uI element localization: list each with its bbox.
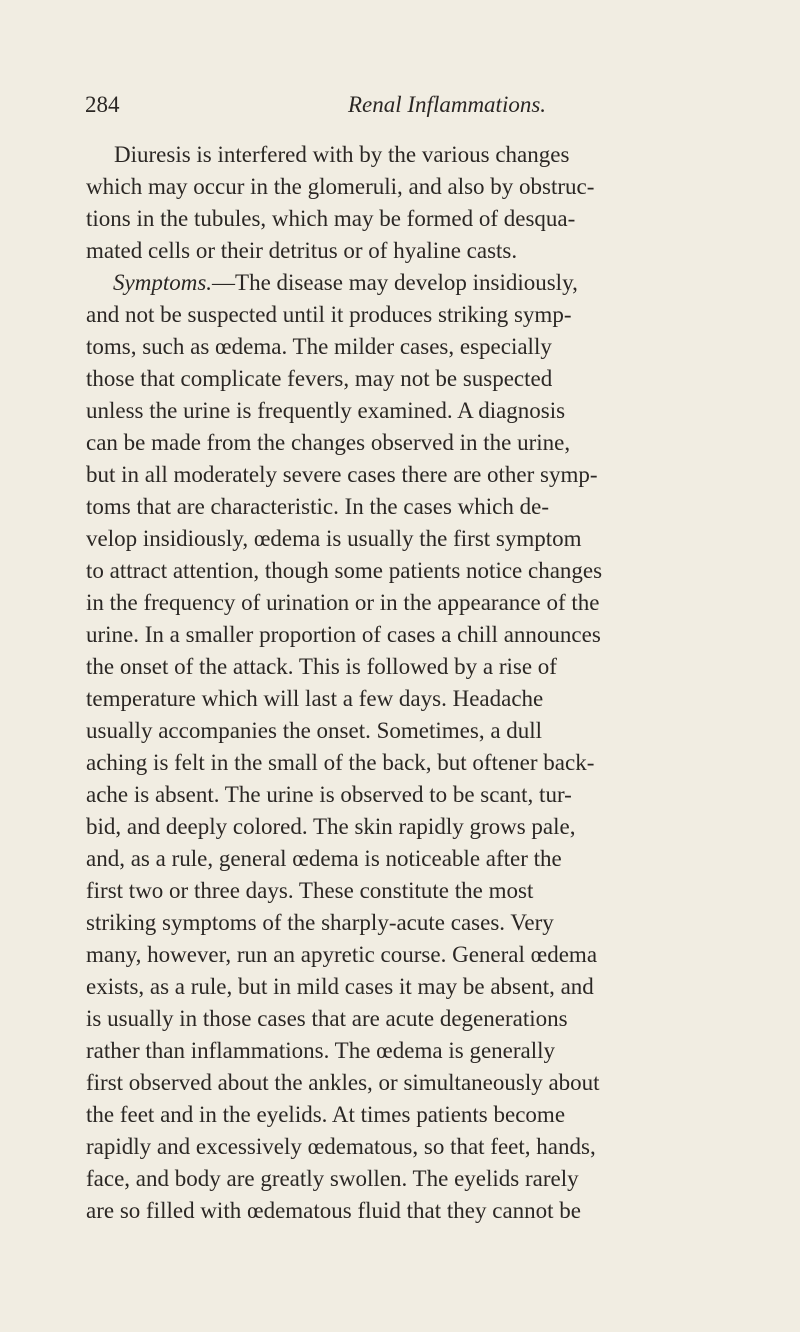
line-text: toms, such as œdema. The milder cases, especially	[86, 334, 552, 359]
line-text: but in all moderately severe cases there are other symp-	[86, 462, 598, 487]
text-line	[0, 587, 599, 619]
line-text: exists, as a rule, but in mild cases it may be absent, and	[86, 974, 594, 999]
line-text: the feet and in the eyelids. At times patients become	[86, 1102, 566, 1127]
text-line	[0, 139, 569, 171]
text-line	[0, 427, 570, 459]
line-text: toms that are characteristic. In the cases which de-	[86, 494, 549, 519]
line-text: in the frequency of urination or in the appearance of the	[86, 590, 600, 615]
text-line	[0, 779, 572, 811]
text-line	[0, 715, 542, 747]
line-text: bid, and deeply colored. The skin rapidly grows pale,	[86, 814, 576, 839]
page-number: 284	[85, 92, 120, 117]
line-text: —The disease may develop insidiously,	[212, 270, 578, 295]
text-line	[0, 875, 533, 907]
text-line	[0, 1099, 565, 1131]
text-line	[0, 843, 562, 875]
line-text: rapidly and excessively œdematous, so that feet, hands,	[86, 1134, 596, 1159]
line-text: are so filled with œdematous fluid that they cannot be	[86, 1198, 582, 1223]
text-line	[0, 1131, 596, 1163]
text-line	[0, 171, 594, 203]
text-line	[0, 651, 557, 683]
text-line	[0, 1195, 581, 1227]
line-text: mated cells or their detritus or of hyaline casts.	[86, 238, 518, 263]
text-line	[0, 267, 578, 299]
line-text: first two or three days. These constitute the most	[86, 878, 534, 903]
line-text: those that complicate fevers, may not be suspected	[86, 366, 553, 391]
line-text: striking symptoms of the sharply-acute cases. Very	[86, 910, 554, 935]
line-text: unless the urine is frequently examined. A diagnosis	[86, 398, 566, 423]
text-line	[0, 1163, 579, 1195]
line-text: velop insidiously, œdema is usually the first symptom	[86, 526, 582, 551]
line-text: temperature which will last a few days. Headache	[86, 686, 544, 711]
text-line	[0, 1067, 600, 1099]
text-line	[0, 683, 543, 715]
text-line	[0, 331, 552, 363]
line-text: the onset of the attack. This is followed by a rise of	[86, 654, 557, 679]
text-line	[0, 907, 554, 939]
text-line	[0, 395, 565, 427]
text-line	[0, 363, 552, 395]
text-line	[0, 523, 582, 555]
text-line	[0, 235, 517, 267]
text-line	[0, 747, 594, 779]
line-text: to attract attention, though some patients notice changes	[86, 558, 603, 583]
text-line	[0, 555, 602, 587]
line-text: usually accompanies the onset. Sometimes, a dull	[86, 718, 543, 743]
text-line	[0, 299, 571, 331]
line-text: rather than inflammations. The œdema is generally	[86, 1038, 556, 1063]
line-text: many, however, run an apyretic course. General œdema	[86, 942, 598, 967]
text-line	[0, 1035, 555, 1067]
line-text: which may occur in the glomeruli, and also by obstruc-	[86, 174, 595, 199]
line-text: aching is felt in the small of the back, but oftener back-	[86, 750, 595, 775]
line-text: and not be suspected until it produces striking symp-	[86, 302, 572, 327]
line-text: ache is absent. The urine is observed to be scant, tur-	[86, 782, 572, 807]
text-line	[0, 971, 594, 1003]
line-text: Diuresis is interfered with by the various changes	[114, 142, 570, 167]
line-text: tions in the tubules, which may be formed of desqua-	[86, 206, 576, 231]
text-line	[0, 1003, 568, 1035]
text-line	[0, 459, 598, 491]
line-text: is usually in those cases that are acute degenerations	[86, 1006, 568, 1031]
line-text: and, as a rule, general œdema is noticeable after the	[86, 846, 562, 871]
running-head	[0, 92, 800, 126]
text-line	[0, 491, 549, 523]
line-text: can be made from the changes observed in the urine,	[86, 430, 571, 455]
chapter-title: Renal Inflammations.	[348, 92, 547, 117]
text-line	[0, 203, 575, 235]
text-line	[0, 619, 601, 651]
text-line	[0, 939, 597, 971]
line-text: first observed about the ankles, or simultaneously about	[86, 1070, 600, 1095]
line-text: urine. In a smaller proportion of cases a chill announces	[86, 622, 601, 647]
line-text: face, and body are greatly swollen. The eyelids rarely	[86, 1166, 579, 1191]
symptoms-heading: Symptoms.	[113, 270, 213, 295]
text-line	[0, 811, 575, 843]
